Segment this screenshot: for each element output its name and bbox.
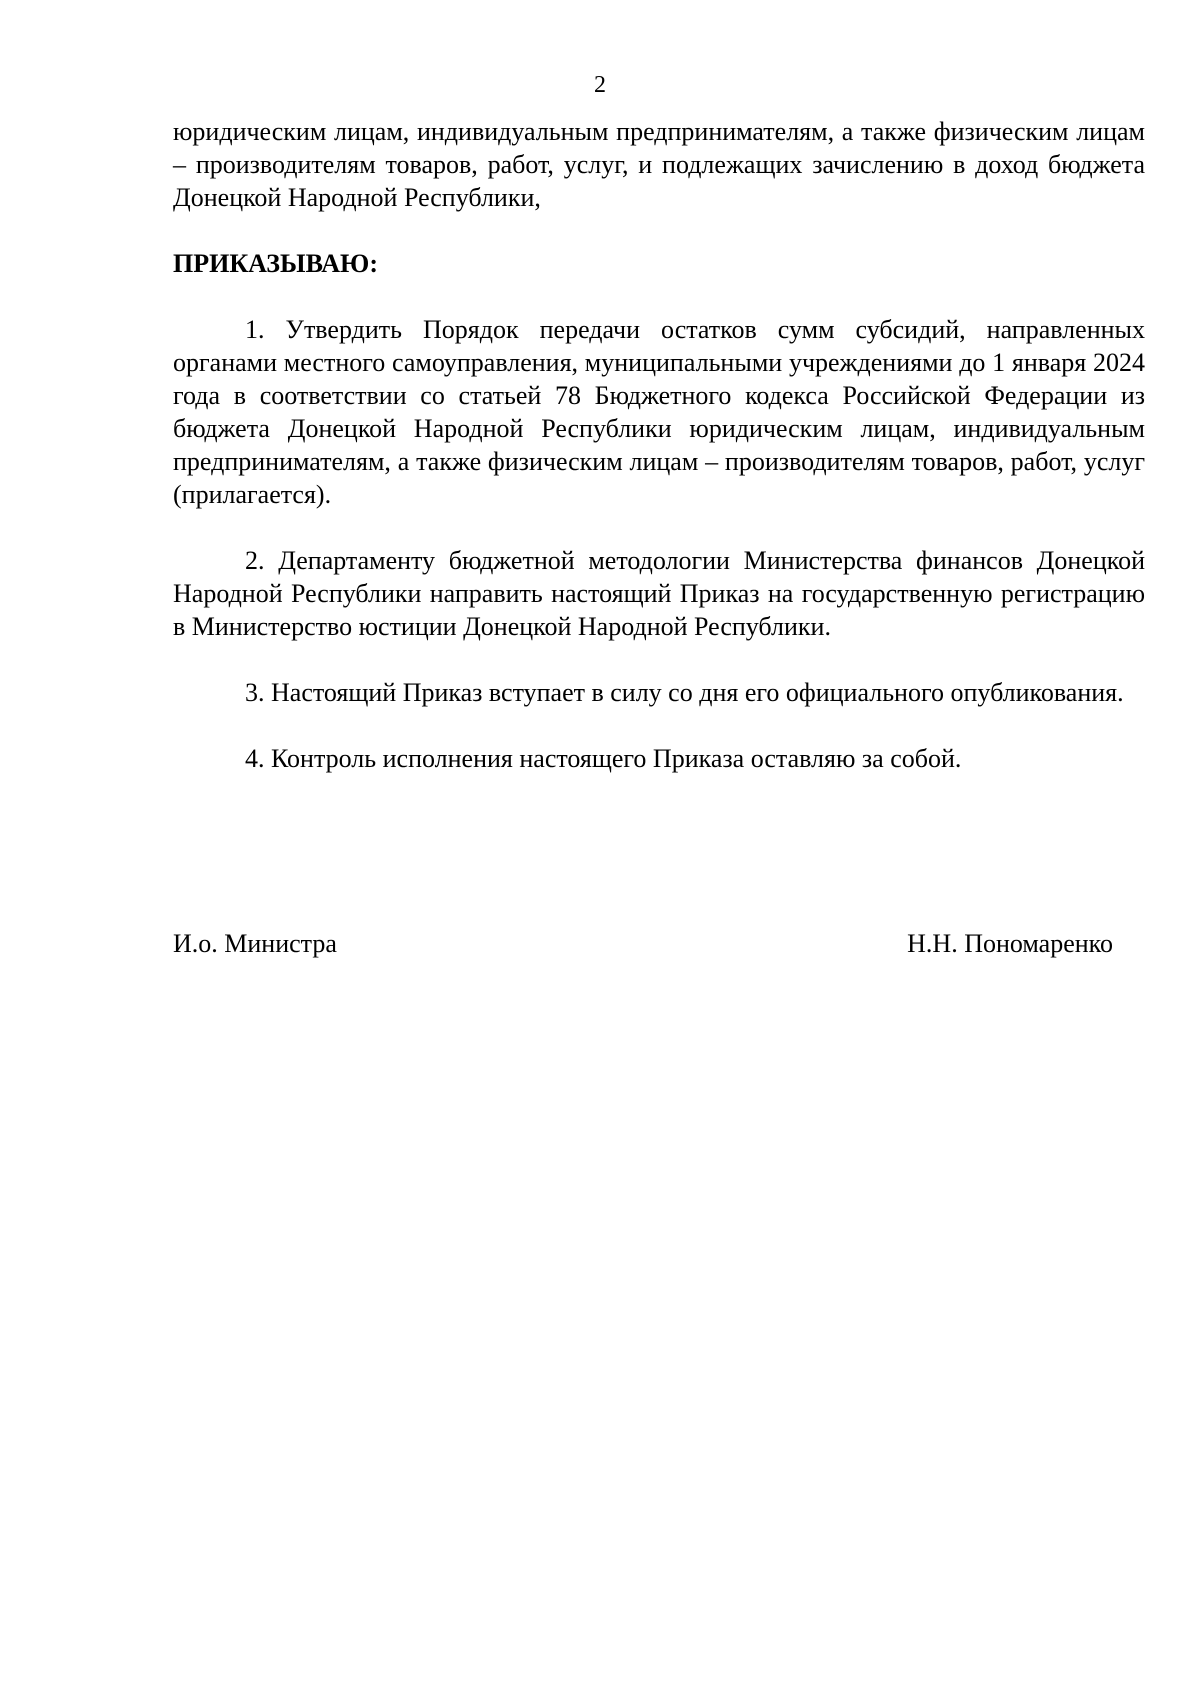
signature-block — [173, 927, 1113, 960]
order-item-2: 2. Департаменту бюджетной методологии Министерства финансов Донецкой Народной Республики направить настоящий Приказ на государственную регистрацию в Министерство юстиции Донецкой Народной Республики. — [173, 546, 1145, 641]
page-number: 2 — [594, 72, 606, 98]
order-item-4: 4. Контроль исполнения настоящего Приказа оставляю за собой. — [245, 744, 962, 773]
document-body — [173, 115, 1145, 775]
order-item-3: 3. Настоящий Приказ вступает в силу со дня его официального опубликования. — [245, 678, 1124, 707]
order-item-1: 1. Утвердить Порядок передачи остатков сумм субсидий, направленных органами местного самоуправления, муниципальными учреждениями до 1 января 2024 года в соответствии со статьей 78 Бюджетного кодекса Российской Федерации из бюджета Донецкой Народной Республики юридическим лицам, индивидуальным предпринимателям, а также физическим лицам – производителям товаров, работ, услуг (прилагается). — [173, 315, 1145, 509]
intro-paragraph: юридическим лицам, индивидуальным предпринимателям, а также физическим лицам – производителям товаров, работ, услуг, и подлежащих зачислению в доход бюджета Донецкой Народной Республики, — [173, 117, 1145, 212]
order-heading: ПРИКАЗЫВАЮ: — [173, 249, 378, 278]
signatory-position: И.о. Министра — [173, 929, 337, 958]
signatory-name: Н.Н. Пономаренко — [907, 929, 1113, 958]
